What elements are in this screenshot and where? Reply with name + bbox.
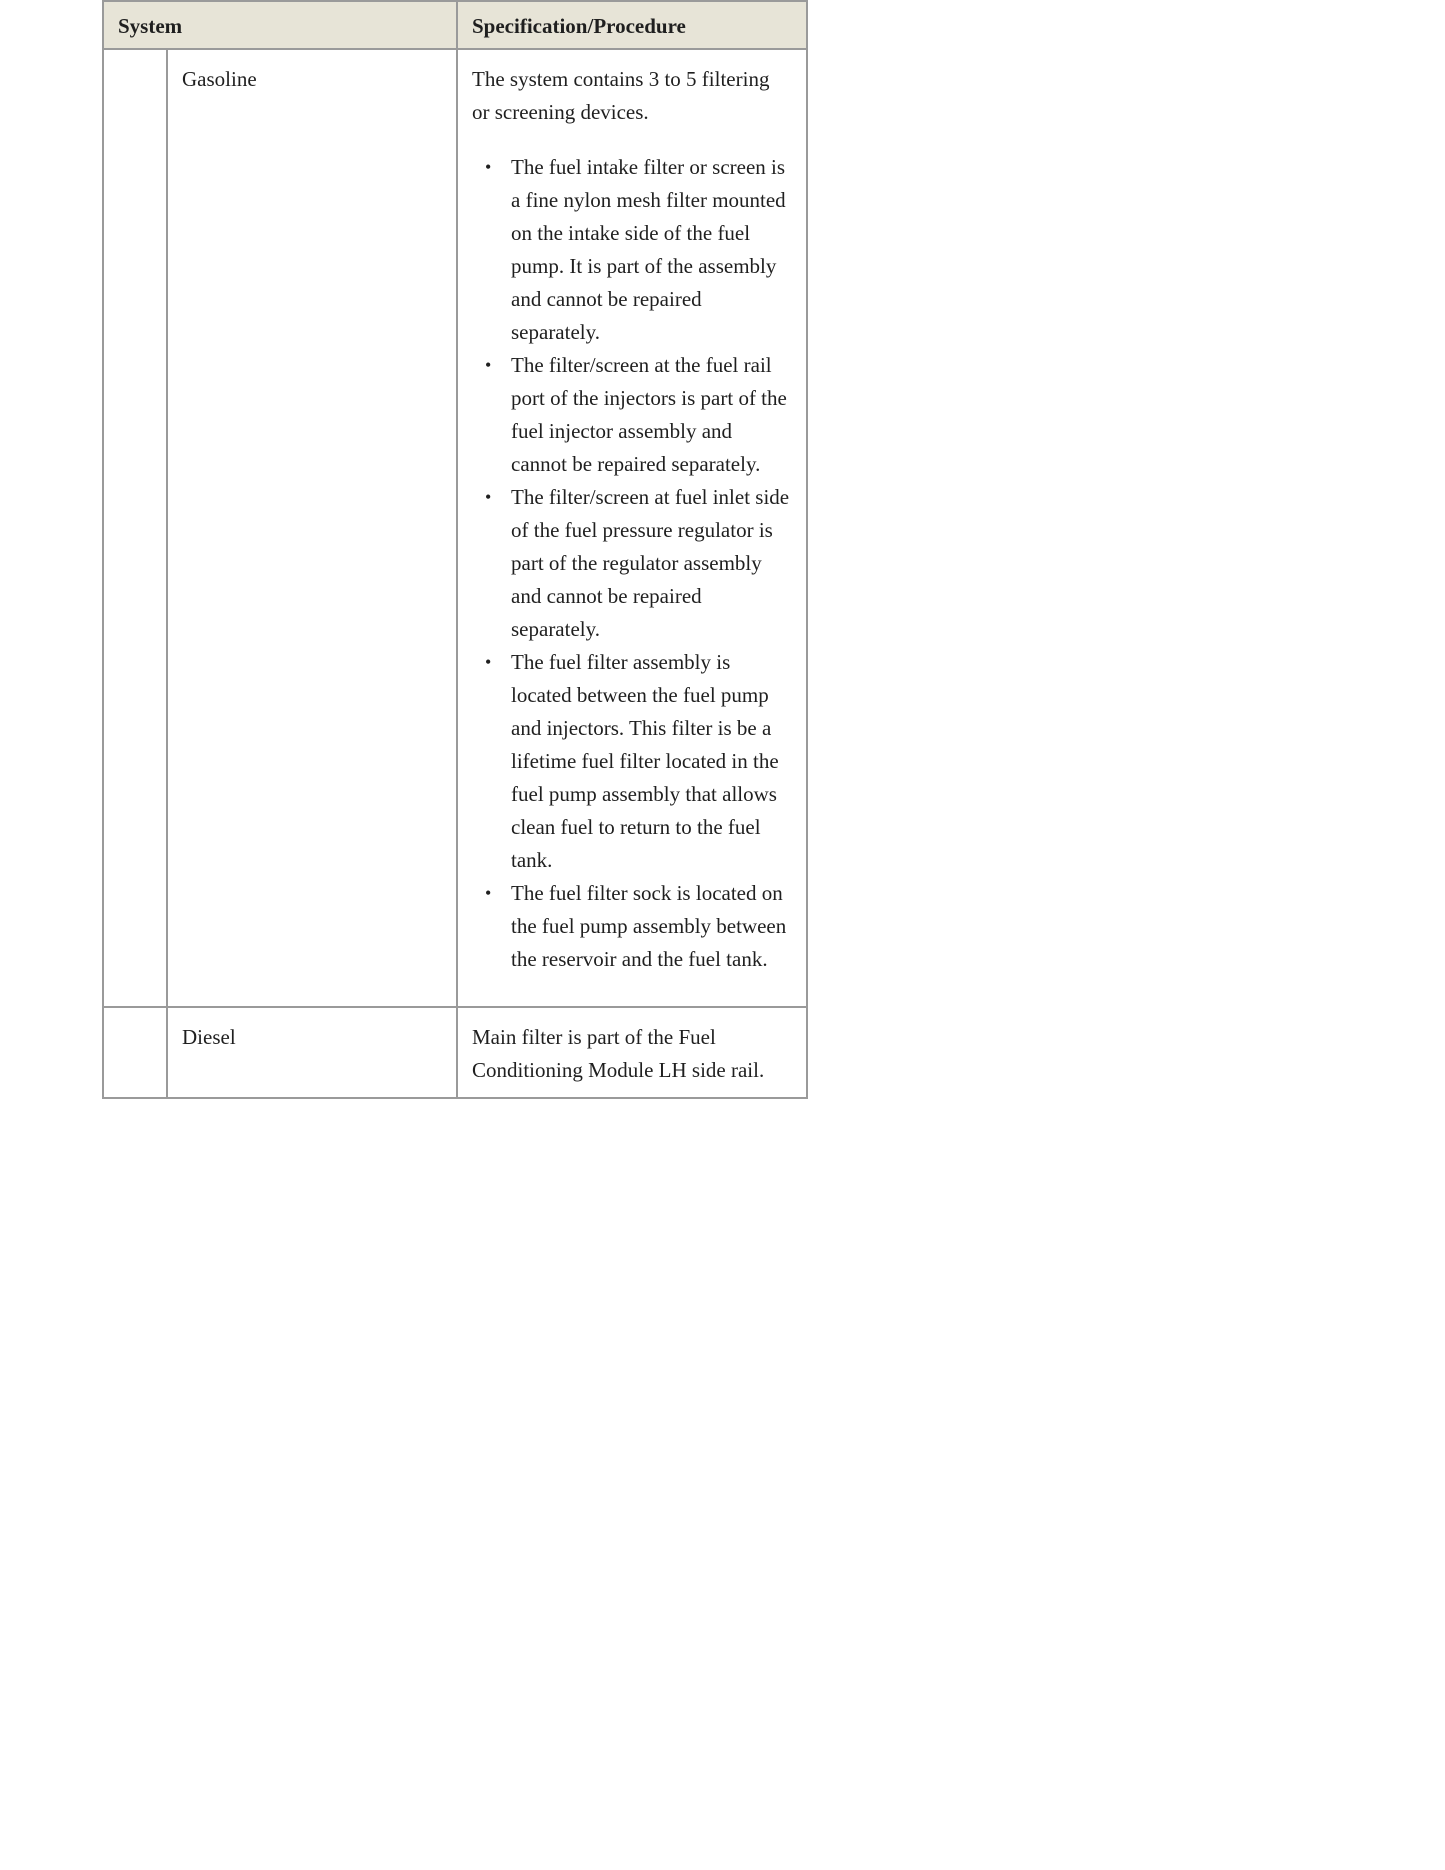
header-row [103,1,807,49]
indent-cell [103,1007,167,1098]
system-name-diesel: Diesel [167,1007,457,1098]
list-item-text: The filter/screen at fuel inlet side of the fuel pressure regulator is part of the regulator assembly and cannot be repaired separately. [511,485,790,641]
list-item [485,151,792,349]
diesel-intro: Main filter is part of the Fuel Conditioning Module LH side rail. [472,1025,765,1082]
list-item [485,646,792,877]
list-item [485,877,792,976]
spec-cell-diesel [457,1007,807,1098]
list-item-text: The fuel intake filter or screen is a fine nylon mesh filter mounted on the intake side of the fuel pump. It is part of the assembly and cannot be repaired separately. [511,155,786,344]
bullet-icon: • [485,487,492,507]
list-item [485,481,792,646]
header-specification: Specification/Procedure [457,1,807,49]
bullet-icon: • [485,883,492,903]
list-item [485,349,792,481]
gasoline-filter-list [472,151,792,976]
system-name-gasoline: Gasoline [167,49,457,1007]
list-item-text: The filter/screen at the fuel rail port of the injectors is part of the fuel injector assembly and cannot be repaired separately. [511,353,787,476]
bullet-icon: • [485,652,492,672]
spec-cell-gasoline [457,49,807,1007]
list-item-text: The fuel filter sock is located on the fuel pump assembly between the reservoir and the fuel tank. [511,881,787,971]
bullet-icon: • [485,355,492,375]
list-item-text: The fuel filter assembly is located between the fuel pump and injectors. This filter is be a lifetime fuel filter located in the fuel pump assembly that allows clean fuel to return to the fuel tank. [511,650,779,872]
gasoline-intro: The system contains 3 to 5 filtering or screening devices. [472,67,770,124]
table-row-diesel [103,1007,807,1098]
bullet-icon: • [485,157,492,177]
table-row-gasoline [103,49,807,1007]
header-system: System [103,1,457,49]
indent-cell [103,49,167,1007]
fuel-filter-spec-table [102,0,808,1099]
